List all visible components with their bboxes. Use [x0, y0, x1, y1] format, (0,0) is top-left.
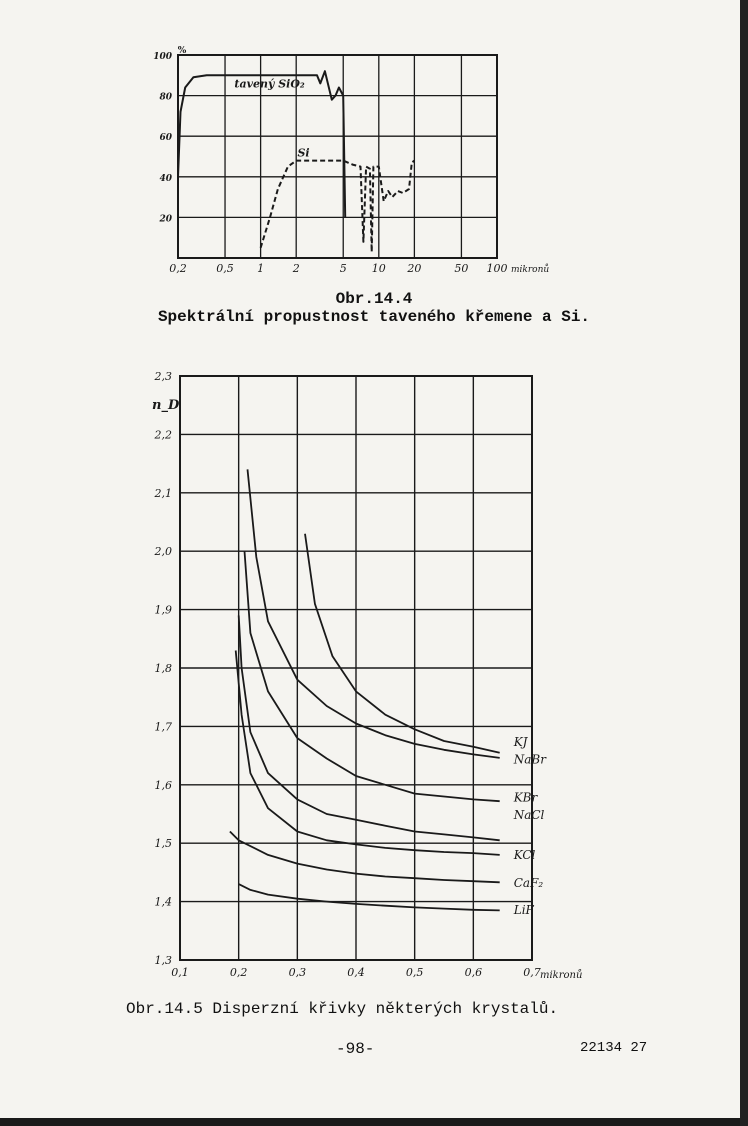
- figure-1-caption: Spektrální propustnost taveného křemene a Si.: [157, 308, 591, 326]
- chart1-series-label: Si: [297, 146, 310, 160]
- scan-edge-bottom: [0, 1118, 748, 1126]
- chart2-y-tick-label: 2,2: [154, 428, 172, 442]
- chart2-series-label: KCl: [513, 847, 536, 862]
- chart2-x-tick-label: 0,6: [464, 966, 483, 979]
- chart1-x-tick-label: 1: [257, 262, 265, 275]
- chart1-y-tick-label: 80: [159, 92, 172, 103]
- chart2-series-line: [230, 832, 500, 883]
- chart2-y-tick-label: 2,1: [154, 486, 172, 500]
- chart1-x-tick-label: 10: [371, 262, 386, 275]
- chart2-x-tick-label: 0,3: [288, 966, 307, 979]
- chart1-x-tick-label: 100: [486, 262, 508, 275]
- figure-1-number: Obr.14.4: [335, 290, 413, 308]
- chart2-series-line: [305, 534, 500, 753]
- chart2-series-label: KBr: [513, 790, 538, 805]
- chart2-y-tick-label: 1,8: [154, 662, 172, 675]
- chart2-series-line: [245, 551, 500, 801]
- chart1-series-label: tavený SiO₂: [234, 77, 305, 91]
- chart2-y-axis-label: n_D: [152, 398, 180, 414]
- chart2-x-tick-label: 0,1: [171, 966, 189, 979]
- chart1-x-tick-label: 0,2: [169, 262, 187, 275]
- chart2-series-line: [239, 884, 500, 910]
- chart2-y-tick-label: 1,7: [154, 720, 172, 734]
- figure-2-caption: Obr.14.5 Disperzní křivky některých krystalů.: [126, 1000, 559, 1018]
- chart2-x-tick-label: 0,7: [523, 966, 541, 979]
- chart2-series-label: LiF: [513, 902, 534, 917]
- chart1-frame: [178, 55, 497, 258]
- chart2-x-tick-label: 0,5: [405, 966, 424, 979]
- chart1-x-tick-label: 50: [454, 262, 469, 275]
- chart1-x-tick-label: 0,5: [216, 262, 234, 275]
- chart2-y-tick-label: 2,3: [154, 370, 172, 383]
- scan-edge-right: [740, 0, 748, 1126]
- chart2-y-tick-label: 1,5: [154, 837, 172, 851]
- chart2-series-label: NaCl: [513, 808, 545, 823]
- chart2-series-line: [248, 469, 500, 758]
- chart1-series-line: [178, 71, 345, 217]
- chart1-x-tick-label: 5: [339, 262, 347, 275]
- chart1-x-axis-label: mikronů: [511, 265, 550, 275]
- chart1-y-tick-label: 20: [159, 214, 172, 225]
- chart1-x-tick-label: 20: [407, 262, 422, 275]
- chart2-series-label: KJ: [513, 735, 528, 750]
- chart1-y-tick-label: 40: [159, 173, 172, 184]
- chart1-x-tick-label: 2: [292, 262, 300, 275]
- chart2-y-tick-label: 2,0: [154, 545, 172, 559]
- chart2-y-tick-label: 1,9: [154, 603, 172, 617]
- chart2-x-tick-label: 0,2: [229, 966, 248, 979]
- print-code: 22134 27: [580, 1040, 648, 1056]
- chart2-y-tick-label: 1,4: [154, 895, 172, 909]
- chart2-series-label: CaF₂: [513, 875, 544, 890]
- chart2-x-axis-label: mikronů: [540, 970, 583, 981]
- chart2-y-tick-label: 1,6: [154, 778, 172, 792]
- chart1-series-line: [261, 161, 415, 252]
- chart1-y-tick-label: 60: [159, 133, 172, 144]
- chart1-y-axis-label: %: [177, 46, 187, 56]
- page-number: -98-: [336, 1040, 375, 1058]
- chart1-y-tick-label: 100: [153, 52, 172, 62]
- chart2-series-label: NaBr: [513, 752, 546, 767]
- chart2-y-tick-label: 1,3: [154, 954, 172, 967]
- chart2-x-tick-label: 0,4: [347, 966, 365, 979]
